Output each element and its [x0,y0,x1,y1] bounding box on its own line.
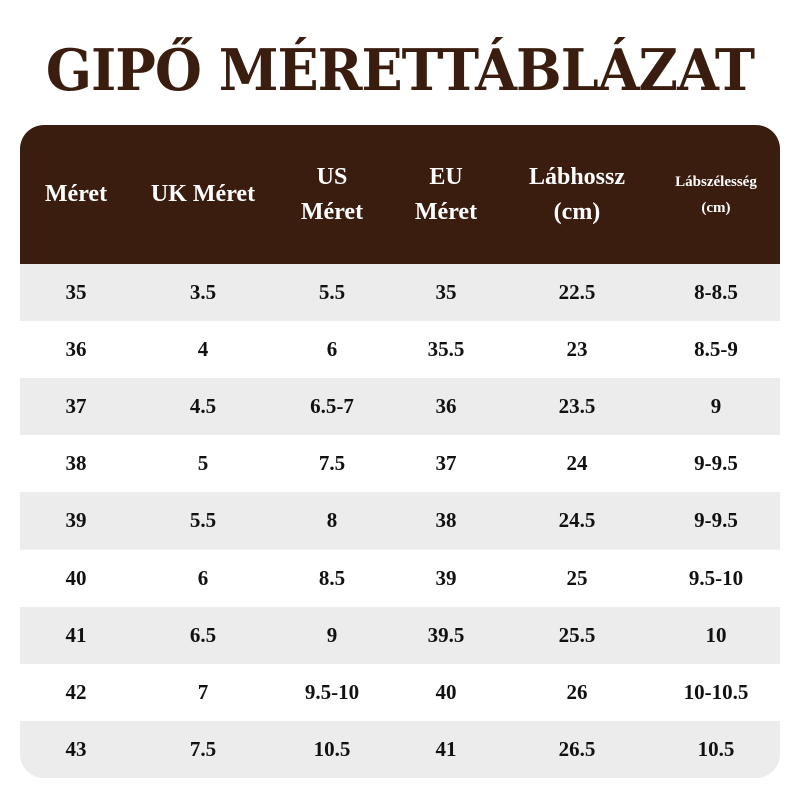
cell-uk-size: 7 [197,679,209,704]
size-chart-table [20,125,780,778]
cell-foot-length: 26 [566,679,588,704]
header-uk-size: UK Méret [150,181,256,207]
cell-eu-size: 39.5 [427,622,465,647]
cell-size: 35 [65,280,87,305]
cell-us-size: 7.5 [318,451,346,476]
cell-eu-size: 36 [435,394,457,419]
cell-size: 37 [65,394,87,419]
cell-foot-length: 23.5 [558,394,596,419]
table-row [20,721,780,778]
cell-eu-size: 39 [435,565,457,590]
table-row [20,492,780,549]
table-row [20,321,780,378]
cell-us-size: 8.5 [318,565,346,590]
table-row [20,664,780,721]
cell-us-size: 5.5 [318,280,346,305]
table-row [20,435,780,492]
table-header-row [20,125,780,264]
header-size: Méret [44,181,108,207]
cell-foot-width: 9-9.5 [694,508,738,533]
cell-foot-width: 10-10.5 [683,679,749,704]
cell-uk-size: 4.5 [189,394,217,419]
cell-us-size: 6 [326,337,338,362]
cell-eu-size: 41 [435,736,457,761]
cell-uk-size: 6 [197,565,209,590]
cell-foot-length: 25.5 [558,622,596,647]
table-row [20,607,780,664]
cell-uk-size: 5.5 [189,508,217,533]
cell-foot-length: 26.5 [558,736,596,761]
cell-us-size: 9.5-10 [304,679,360,704]
cell-size: 43 [65,736,87,761]
header-eu-size: EU Méret [414,163,478,225]
cell-size: 41 [65,622,87,647]
cell-foot-width: 8.5-9 [694,337,738,362]
cell-foot-length: 24.5 [558,508,596,533]
cell-us-size: 9 [326,622,338,647]
cell-eu-size: 37 [435,451,457,476]
cell-foot-length: 25 [566,565,588,590]
cell-foot-width: 10.5 [697,736,735,761]
cell-us-size: 6.5-7 [310,394,354,419]
cell-eu-size: 40 [435,679,457,704]
table-row [20,550,780,607]
cell-uk-size: 6.5 [189,622,217,647]
cell-us-size: 8 [326,508,338,533]
cell-eu-size: 35.5 [427,337,465,362]
cell-foot-width: 10 [705,622,727,647]
table-row [20,264,780,321]
page-title: GIPŐ MÉRETTÁBLÁZAT [45,36,755,104]
header-foot-length: Lábhossz (cm) [528,163,626,225]
cell-eu-size: 35 [435,280,457,305]
cell-foot-width: 8-8.5 [694,280,738,305]
cell-uk-size: 5 [197,451,209,476]
cell-foot-length: 22.5 [558,280,596,305]
cell-size: 38 [65,451,87,476]
cell-size: 36 [65,337,87,362]
cell-size: 40 [65,565,87,590]
cell-foot-width: 9.5-10 [688,565,744,590]
cell-uk-size: 4 [197,337,209,362]
cell-eu-size: 38 [435,508,457,533]
cell-foot-width: 9 [710,394,722,419]
header-us-size: US Méret [300,163,364,225]
cell-uk-size: 3.5 [189,280,217,305]
cell-foot-length: 24 [566,451,588,476]
cell-uk-size: 7.5 [189,736,217,761]
table-row [20,378,780,435]
header-foot-width: Lábszélesség (cm) [675,173,757,216]
cell-size: 39 [65,508,87,533]
cell-foot-length: 23 [566,337,588,362]
cell-size: 42 [65,679,87,704]
cell-us-size: 10.5 [313,736,351,761]
cell-foot-width: 9-9.5 [694,451,738,476]
